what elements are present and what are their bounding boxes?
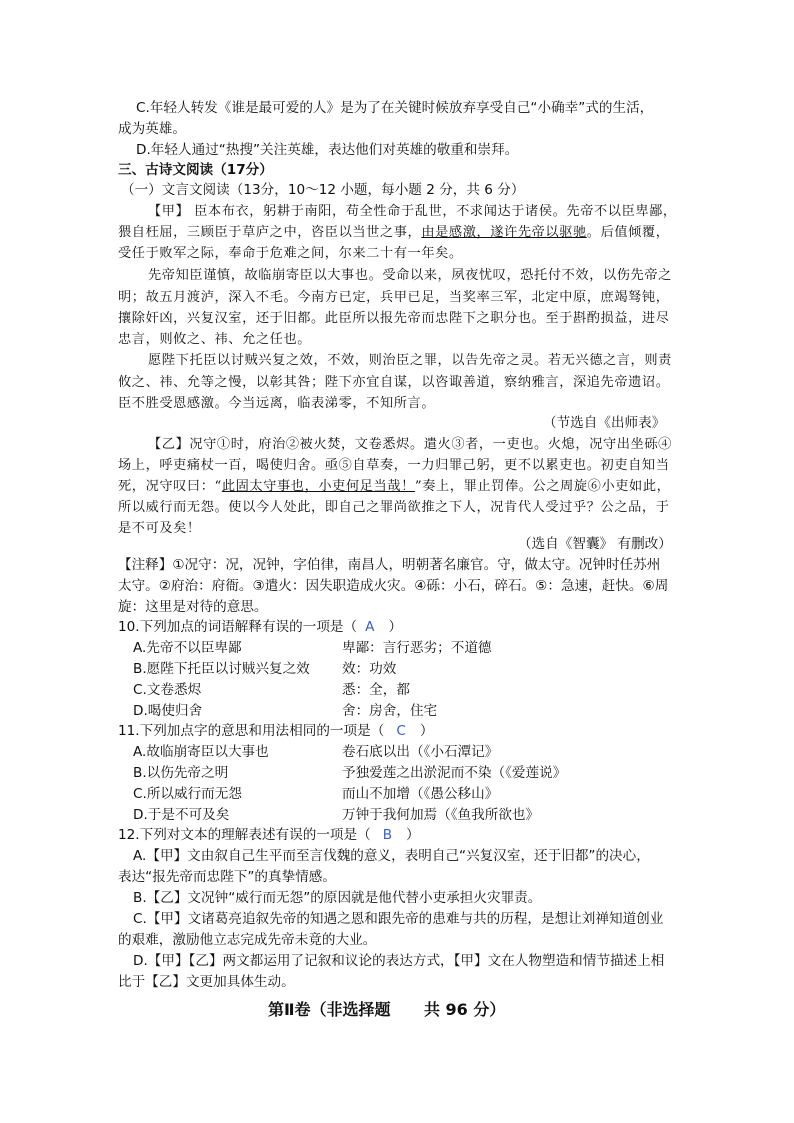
yi-underlined-sentence: 此固太守事也，小吏何足当哉！ [221,479,415,494]
jia-p1-line1: 【甲】 臣本布衣，躬耕于南阳，苟全性命于乱世，不求闻达于诸侯。先帝不以臣卑鄙， [148,204,677,219]
q11-stem-text: 11.下列加点字的意思和用法相同的一项是（ [118,723,385,739]
notes-line2: 太守。②府治：府衙。③遣火：因失职造成火灾。④砾：小石，碎石。⑤：急速，赶快。⑥周 [118,578,669,594]
yi-line1: 【乙】况守①时，府治②被火焚，文卷悉烬。遣火③者，一吏也。火熄，况守出坐砾④ [148,437,672,452]
jia-p3-line2: 攸之、祎、允等之慢，以彰其咎；陛下亦宜自谋，以咨诹善道，察纳雅言，深追先帝遗诏。 [118,375,670,390]
q10-option-a: A.先帝不以臣卑鄙 [133,640,242,656]
notes-line3: 旋：这里是对待的意思。 [118,599,268,615]
q11-option-d: D.于是不可及矣 [133,807,230,823]
q12-stem-close: ） [406,827,420,843]
jia-p1-line2-pre: 猥自枉屈，三顾臣于草庐之中，咨臣以当世之事， [118,225,422,240]
jia-p2-line2: 明；故五月渡泸，深入不毛。今南方已定，兵甲已足，当奖率三军，北定中原，庶竭驽钝， [118,290,670,305]
jia-underlined-sentence: 由是感激，遂许先帝以驱驰 [421,225,587,240]
q11-option-d-compare: 万钟于我何加焉（《鱼我所欲也》 [342,807,540,823]
yi-line3-pre: 死，况守叹曰：“ [118,479,222,494]
q12-option-d-line1: D.【甲】【乙】两文都运用了记叙和议论的表达方式，【甲】文在人物塑造和情节描述上相 [133,953,665,969]
q10-option-d-gloss: 舍：房舍，住宅 [342,703,438,719]
q12-option-a-line1: A.【甲】文由叙自己生平而至言伐魏的意义，表明自己“兴复汉室，还于旧都”的决心， [133,848,650,864]
q12-stem-text: 12.下列对文本的理解表述有误的一项是（ [118,827,371,843]
yi-line3-post: ”奏上，罪止罚俸。公之周旋⑥小吏如此， [414,479,671,494]
q10-option-c-gloss: 悉：全，都 [342,682,410,698]
q10-stem-text: 10.下列加点的词语解释有误的一项是（ [118,619,358,635]
q12-option-c-line1: C.【甲】文诸葛亮追叙先帝的知遇之恩和跟先帝的患难与共的历程，是想让刘禅知道创业 [133,911,664,927]
jia-p1-line2-post: 。后值倾覆， [586,225,670,240]
q11-option-c: C.所以威行而无怨 [133,786,242,802]
q10-stem [118,618,402,636]
q10-option-d: D.喝使归舍 [133,703,203,719]
jia-p2-line3: 攘除奸凶，兴复汉室，还于旧都。此臣所以报先帝而忠陛下之职分也。至于斟酌损益，进尽 [118,311,670,326]
jia-p2-line1: 先帝知臣谨慎，故临崩寄臣以大事也。受命以来，夙夜忧叹，恐托付不效，以伤先帝之 [148,268,672,283]
yi-line2: 场上，呼吏痛杖一百，喝使归舍。亟⑤自草奏，一力归罪己躬，更不以累吏也。初吏自知当 [118,458,670,473]
q10-option-a-gloss: 卑鄙：言行恶劣；不道德 [342,640,492,656]
q12-option-a-line2: 表达“报先帝而忠陛下”的真挚情感。 [118,869,336,885]
q10-stem-close: ） [388,619,403,635]
q10-option-b-gloss: 效：功效 [342,661,397,677]
q12-option-c-line2: 的艰难，激励他立志完成先帝未竟的大业。 [118,932,377,948]
jia-p2-line4: 忠言，则攸之、祎、允之任也。 [118,332,312,347]
q11-option-a: A.故临崩寄臣以大事也 [133,744,269,760]
q10-option-c: C.文卷悉烬 [133,682,202,698]
yi-line5: 是不可及矣！ [118,521,201,536]
yi-line4: 所以威行而无怨。使以今人处此，即自己之罪尚欲推之下人，况肯代人受过乎？公之品，于 [118,500,670,515]
jia-source: （节选自《出师表》 [543,415,666,431]
q9-option-c-line2: 成为英雄。 [118,121,186,137]
q9-option-d: D.年轻人通过“热搜”关注英雄，表达他们对英雄的敬重和崇拜。 [136,142,519,158]
q12-answer: B [382,827,393,843]
jia-p3-line3: 臣不胜受恩感激。今当远离，临表涕零，不知所言。 [118,396,436,411]
jia-p3-line1: 愿陛下托臣以讨贼兴复之效，不效，则治臣之罪，以告先帝之灵。若无兴德之言，则责 [148,353,672,368]
q11-stem [118,722,433,740]
q11-option-c-compare: 而山不加增（《愚公移山》 [342,786,499,802]
classical-reading-subheading: （一）文言文阅读（13分，10～12 小题，每小题 2 分，共 6 分） [121,182,525,198]
q9-option-c-line1: C.年轻人转发《谁是最可爱的人》是为了在关键时候放弃享受自己“小确幸”式的生活， [136,100,654,116]
q12-stem [118,826,420,844]
q12-option-b: B.【乙】文况钟“威行而无怨”的原因就是他代替小吏承担火灾罪责。 [133,890,542,906]
q11-option-b: B.以伤先帝之明 [133,765,229,781]
jia-p1-line3: 受任于败军之际，奉命于危难之间，尔来二十有一年矣。 [118,246,463,261]
q11-answer: C [396,723,406,739]
q12-option-d-line2: 比于【乙】文更加具体生动。 [118,974,295,990]
q10-answer: A [365,619,375,635]
notes-line1: 【注释】①况守：况，况钟，字伯律，南昌人，明朝著名廉官。守，做太守。况钟时任苏州 [118,557,661,573]
section3-heading: 三、古诗文阅读（17分） [118,162,273,178]
q11-option-b-compare: 予独爱莲之出淤泥而不染（《爱莲说》 [342,765,567,781]
q11-stem-close: ） [419,723,434,739]
q11-option-a-compare: 卷石底以出（《小石潭记》 [342,744,499,760]
yi-source: （选自《智囊》 有删改） [518,536,672,552]
q10-option-b: B.愿陛下托臣以讨贼兴复之效 [133,661,310,677]
yi-line3 [118,478,670,496]
jia-p1-line2 [118,224,670,242]
part2-title: 第Ⅱ卷（非选择题 共 96 分） [268,1000,506,1019]
